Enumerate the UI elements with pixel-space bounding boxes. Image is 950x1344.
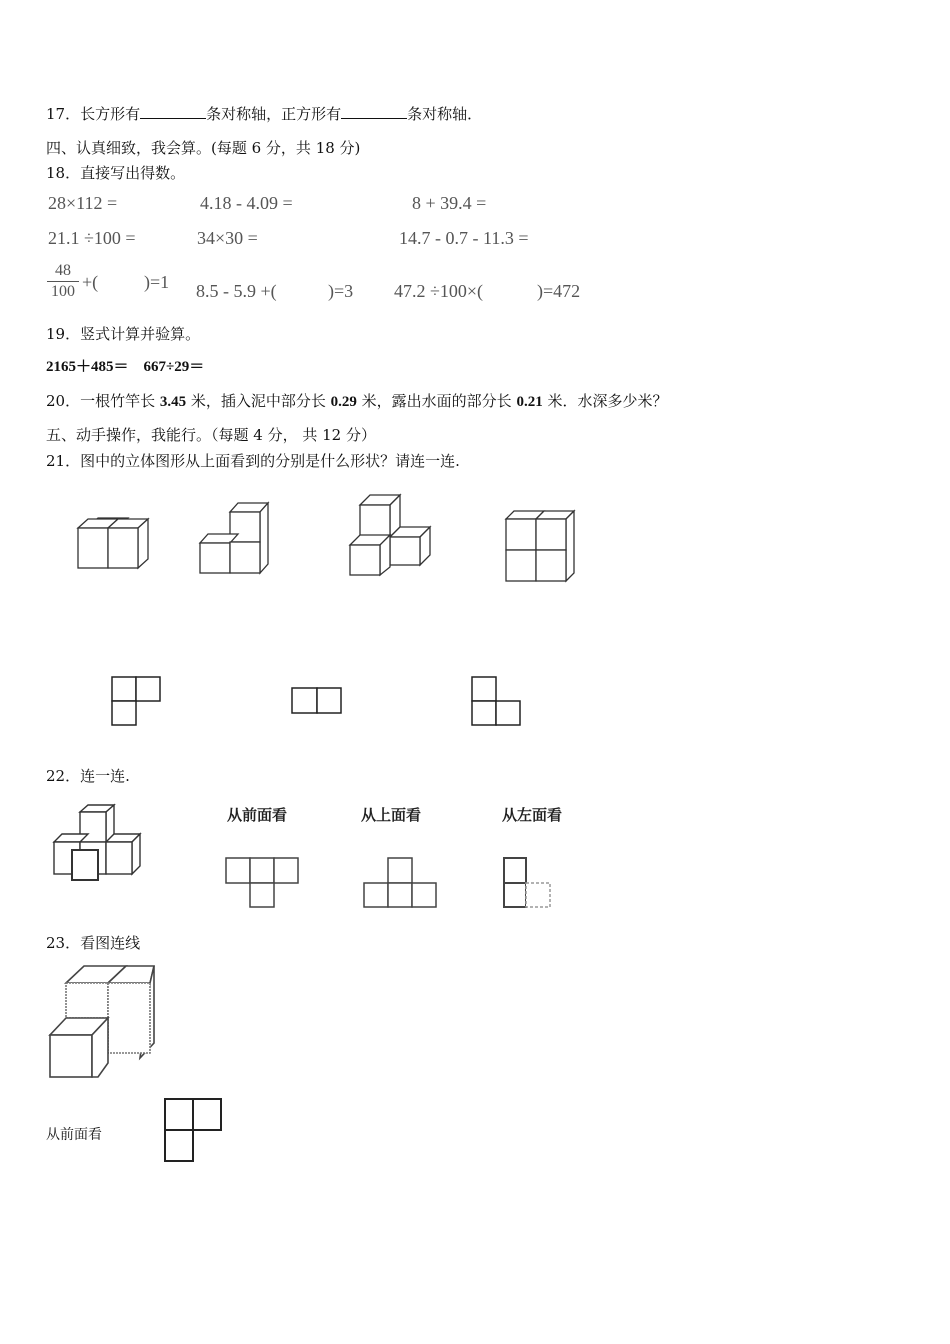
q22-title: 22．连一连. <box>46 767 130 785</box>
q23-view-front <box>162 1096 227 1166</box>
q21-view-3 <box>470 675 525 730</box>
q17-blank-1[interactable] <box>140 104 206 119</box>
q18-expr-4: 21.1 ÷100 = <box>48 228 136 248</box>
fraction-numerator: 48 <box>55 262 71 279</box>
q23-label-front: 从前面看 <box>46 1127 102 1143</box>
fraction-bar <box>47 281 79 282</box>
q18-expr-5: 34×30 = <box>197 228 258 248</box>
q18-expr-2: 4.18 - 4.09 = <box>200 193 293 213</box>
q17-text-b: 条对称轴，正方形有 <box>206 105 342 123</box>
q22-label-front: 从前面看 <box>227 806 288 824</box>
q20-value-1: 3.45 <box>159 394 187 410</box>
fraction-denominator: 100 <box>51 283 75 300</box>
section-5-heading: 五、动手操作，我能行。（每题 4 分， 共 12 分） <box>46 426 376 444</box>
q22-view-top <box>362 856 442 911</box>
q18-title: 18．直接写出得数。 <box>46 164 186 182</box>
q17-text-c: 条对称轴． <box>407 105 483 123</box>
q18-expr-7b: )=1 <box>144 272 170 292</box>
q23-title: 23．看图连线 <box>46 934 141 952</box>
q22-solid <box>44 802 154 887</box>
q23-solid <box>44 963 159 1083</box>
q22-label-top: 从上面看 <box>361 806 422 824</box>
q18-expr-6: 14.7 - 0.7 - 11.3 = <box>399 228 529 248</box>
q21-solid-1 <box>70 515 160 575</box>
q21-solid-2 <box>192 498 282 578</box>
q20-post: 米．水深多少米？ <box>542 392 668 410</box>
q18-expr-8a: 8.5 - 5.9 +( <box>196 281 277 301</box>
q17-line <box>46 103 482 124</box>
q18-fraction <box>47 262 79 301</box>
q21-solid-3 <box>344 490 439 580</box>
q20-mid-1: 米，插入泥中部分长 <box>186 392 331 410</box>
q20-value-3: 0.21 <box>516 394 543 410</box>
q17-text-a: 17．长方形有 <box>46 105 141 123</box>
q18-expr-7a: +( <box>82 272 99 292</box>
q18-expr-3: 8 + 39.4 = <box>412 193 487 213</box>
q21-title: 21．图中的立体图形从上面看到的分别是什么形状？请连一连. <box>46 452 460 470</box>
q17-blank-2[interactable] <box>341 104 407 119</box>
q18-expr-9b: )=472 <box>537 281 581 301</box>
q18-expr-8b: )=3 <box>328 281 354 301</box>
q21-view-1 <box>110 675 165 730</box>
q20-value-2: 0.29 <box>330 394 357 410</box>
q18-expr-9a: 47.2 ÷100×( <box>394 281 484 301</box>
q22-view-left <box>502 856 557 911</box>
q20-mid-2: 米，露出水面的部分长 <box>356 392 517 410</box>
section-4-heading: 四、认真细致，我会算。(每题 6 分，共 18 分) <box>46 139 361 157</box>
q22-view-front <box>224 856 304 911</box>
q19-expressions: 2165＋485＝ 667÷29＝ <box>46 359 205 375</box>
q20-pre: 20．一根竹竿长 <box>46 392 160 410</box>
q18-expr-1: 28×112 = <box>48 193 118 213</box>
q21-solid-4 <box>498 505 583 585</box>
q21-view-2 <box>290 686 345 716</box>
q22-label-left: 从左面看 <box>502 806 563 824</box>
q20-line <box>46 390 667 411</box>
q19-title: 19．竖式计算并验算。 <box>46 325 201 343</box>
